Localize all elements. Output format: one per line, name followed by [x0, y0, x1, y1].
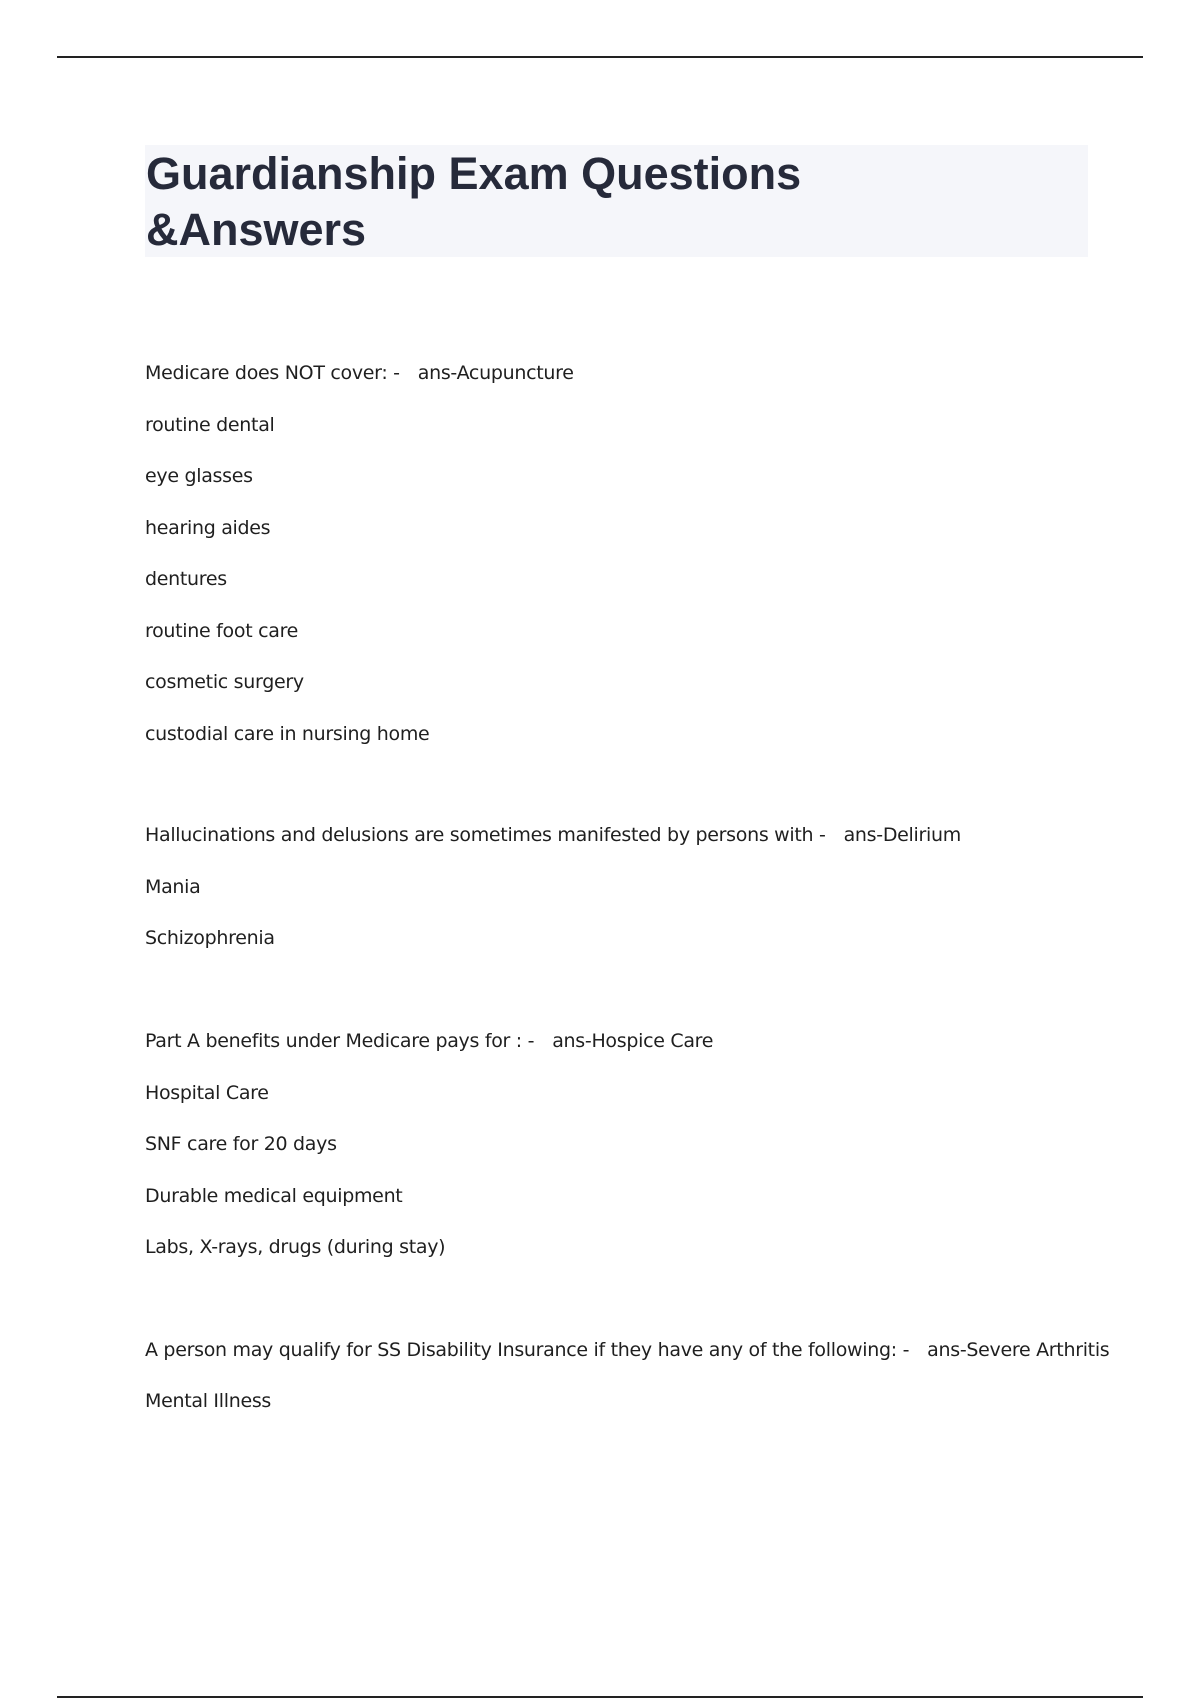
question-4	[145, 1338, 1109, 1362]
answer-text: ans-Hospice Care	[552, 1030, 714, 1052]
answer-text: ans-Acupuncture	[417, 362, 574, 384]
header-rule	[57, 56, 1143, 58]
question-1	[145, 361, 574, 385]
answer-item: Schizophrenia	[145, 927, 275, 949]
answer-item: cosmetic surgery	[145, 671, 304, 693]
answer-item: Labs, X-rays, drugs (during stay)	[145, 1236, 446, 1258]
answer-item: custodial care in nursing home	[145, 723, 430, 745]
answer-item: hearing aides	[145, 517, 271, 539]
answer-item: routine foot care	[145, 620, 299, 642]
question-text: Hallucinations and delusions are sometimes manifested by persons with -	[145, 824, 826, 846]
answer-text: ans-Severe Arthritis	[927, 1339, 1110, 1361]
answer-item: Mental Illness	[145, 1390, 272, 1412]
answer-item: Mania	[145, 876, 201, 898]
page-title-line-2: &Answers	[146, 204, 367, 255]
answer-text: ans-Delirium	[843, 824, 961, 846]
question-2	[145, 823, 961, 847]
footer-rule	[57, 1696, 1143, 1698]
answer-item: routine dental	[145, 414, 275, 436]
question-3	[145, 1029, 713, 1053]
answer-item: Durable medical equipment	[145, 1185, 403, 1207]
question-text: Part A benefits under Medicare pays for : -	[145, 1030, 535, 1052]
page-title-line-1: Guardianship Exam Questions	[146, 148, 802, 199]
question-text: A person may qualify for SS Disability Insurance if they have any of the following: -	[145, 1339, 910, 1361]
question-text: Medicare does NOT cover: -	[145, 362, 400, 384]
page-title	[146, 146, 1046, 258]
answer-item: dentures	[145, 568, 227, 590]
answer-item: SNF care for 20 days	[145, 1133, 337, 1155]
answer-item: Hospital Care	[145, 1082, 269, 1104]
answer-item: eye glasses	[145, 465, 253, 487]
